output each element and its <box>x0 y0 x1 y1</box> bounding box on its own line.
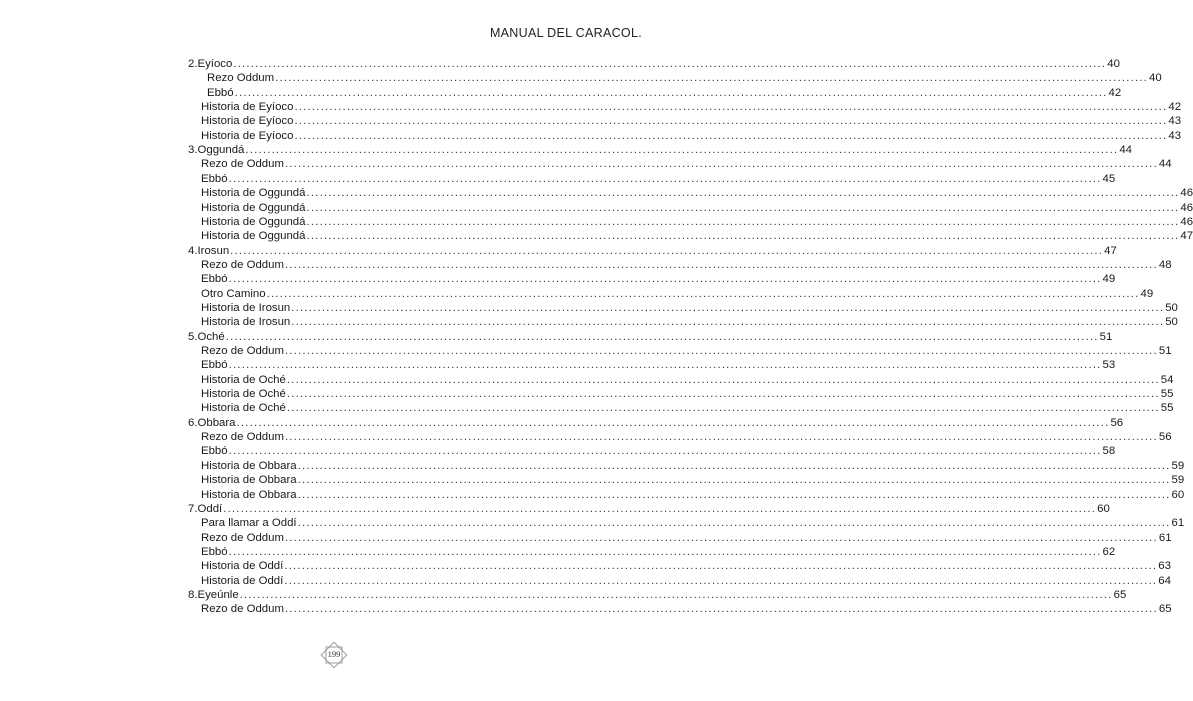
toc-entry-title: Oddí <box>197 502 223 515</box>
toc-entry-title: Rezo de Oddum <box>201 603 284 616</box>
toc-page-number: 60 <box>1097 502 1110 515</box>
toc-page-number: 65 <box>1113 588 1127 601</box>
toc-page-number: 40 <box>1149 72 1162 85</box>
toc-page-number: 40 <box>1107 58 1120 70</box>
dot-leader: ........................................................................................................................................................................................................ <box>228 445 1102 458</box>
toc-page-number: 43 <box>1168 115 1182 128</box>
toc-entry-title: Ebbó <box>207 86 234 99</box>
toc-chapter-row <box>188 502 1110 516</box>
toc-entry-title: Rezo de Oddum <box>201 531 284 544</box>
toc-page-number: 51 <box>1158 345 1172 357</box>
toc-entry-title: Ebbó <box>201 172 228 185</box>
toc-page-number: 50 <box>1165 301 1178 314</box>
page-footer <box>321 642 347 668</box>
toc-page-number: 63 <box>1158 560 1171 573</box>
toc-page-number: 44 <box>1158 158 1172 171</box>
dot-leader: ........................................................................................................................................................................................................ <box>297 488 1171 501</box>
dot-leader: ........................................................................................................................................................................................................ <box>286 402 1160 415</box>
toc-entry-row <box>201 258 1172 272</box>
toc-entry-row <box>201 358 1116 372</box>
toc-entry-title: Historia de Obbara <box>201 459 297 472</box>
toc-page-number: 54 <box>1160 373 1174 386</box>
toc-entry-title: Ebbó <box>201 273 228 286</box>
toc-entry-title: Oché <box>197 330 225 343</box>
toc-page-number: 44 <box>1119 144 1132 157</box>
toc-page-number: 48 <box>1158 258 1172 271</box>
toc-entry-title: Ebbó <box>201 359 228 372</box>
toc-page-number: 49 <box>1102 273 1116 286</box>
toc-entry-row <box>201 315 1178 329</box>
dot-leader: ........................................................................................................................................................................................................ <box>284 531 1158 544</box>
toc-entry-row <box>201 545 1116 559</box>
toc-chapter-number: 4. <box>188 244 198 257</box>
dot-leader: ........................................................................................................................................................................................................ <box>284 258 1158 271</box>
toc-entry-row <box>207 86 1122 100</box>
toc-entry-title: Rezo de Oddum <box>201 345 284 357</box>
toc-entry-title: Historia de Irosun <box>201 316 291 329</box>
toc-page-number: 46 <box>1180 187 1193 200</box>
toc-entry-title: Historia de Oddí <box>201 560 284 573</box>
toc-entry-title: Oggundá <box>197 144 245 157</box>
toc-entry-title: Historia de Oché <box>201 373 286 386</box>
toc-entry-row <box>201 287 1154 301</box>
toc-chapter-number: 3. <box>188 144 198 157</box>
toc-page-number: 58 <box>1102 445 1116 458</box>
dot-leader: ........................................................................................................................................................................................................ <box>228 172 1102 185</box>
toc-chapter-row <box>188 57 1120 71</box>
toc-page-number: 45 <box>1102 172 1116 185</box>
page-number: 199 <box>327 649 341 659</box>
toc-chapter-number: 8. <box>188 588 198 601</box>
toc-entry-row <box>201 129 1182 143</box>
toc-page-number: 59 <box>1171 474 1185 487</box>
dot-leader: ........................................................................................................................................................................................................ <box>294 101 1168 114</box>
toc-entry-title: Historia de Obbara <box>201 488 297 501</box>
toc-entry-title: Rezo Oddum <box>207 72 275 85</box>
toc-entry-title: Historia de Irosun <box>201 301 291 314</box>
toc-chapter-number: 7. <box>188 502 198 515</box>
toc-entry-row <box>201 488 1185 502</box>
toc-entry-title: Rezo de Oddum <box>201 158 284 171</box>
toc-page-number: 61 <box>1158 531 1172 544</box>
toc-page-number: 53 <box>1102 359 1116 372</box>
dot-leader: ........................................................................................................................................................................................................ <box>306 215 1180 228</box>
dot-leader: ........................................................................................................................................................................................................ <box>225 330 1099 343</box>
dot-leader: ........................................................................................................................................................................................................ <box>284 345 1158 357</box>
toc-page-number: 55 <box>1160 388 1174 401</box>
dot-leader: ........................................................................................................................................................................................................ <box>245 144 1119 157</box>
page-header: MANUAL DEL CARACOL. <box>489 26 642 40</box>
toc-chapter-number: 6. <box>188 416 198 429</box>
dot-leader: ........................................................................................................................................................................................................ <box>297 474 1171 487</box>
dot-leader: ........................................................................................................................................................................................................ <box>286 373 1160 386</box>
toc-entry-title: Historia de Oggundá <box>201 201 306 214</box>
toc-entry-row <box>201 186 1193 200</box>
toc-entry-title: Ebbó <box>201 445 228 458</box>
toc-entry-row <box>201 602 1172 616</box>
toc-entry-row <box>201 473 1185 487</box>
toc-entry-title: Historia de Oggundá <box>201 230 306 243</box>
toc-entry-row <box>201 215 1193 229</box>
toc-entry-title: Eyeúnle <box>197 588 239 601</box>
toc-page-number: 46 <box>1180 215 1193 228</box>
toc-entry-row <box>201 387 1174 401</box>
toc-chapter-number: 2. <box>188 58 198 70</box>
dot-leader: ........................................................................................................................................................................................................ <box>284 431 1158 444</box>
toc-page-number: 56 <box>1158 431 1172 444</box>
toc-page-number: 50 <box>1165 316 1178 329</box>
toc-page-number: 51 <box>1099 330 1113 343</box>
dot-leader: ........................................................................................................................................................................................................ <box>223 502 1097 515</box>
toc-entry-row <box>201 172 1116 186</box>
toc-chapter-row <box>188 330 1113 344</box>
toc-entry-row <box>201 114 1182 128</box>
toc-entry-title: Historia de Oddí <box>201 574 284 587</box>
toc-entry-row <box>201 430 1172 444</box>
toc-entry-row <box>207 71 1162 85</box>
dot-leader: ........................................................................................................................................................................................................ <box>228 545 1102 558</box>
toc-entry-title: Historia de Eyíoco <box>201 115 294 128</box>
toc-entry-row <box>201 444 1116 458</box>
toc-page-number: 62 <box>1102 545 1116 558</box>
dot-leader: ........................................................................................................................................................................................................ <box>275 72 1149 85</box>
toc-chapter-number: 5. <box>188 330 198 343</box>
toc-entry-title: Historia de Oché <box>201 388 286 401</box>
toc-page-number: 42 <box>1168 101 1182 114</box>
toc-entry-row <box>201 301 1178 315</box>
toc-entry-row <box>201 201 1193 215</box>
toc-chapter-row <box>188 143 1132 157</box>
dot-leader: ........................................................................................................................................................................................................ <box>297 459 1171 472</box>
toc-entry-title: Irosun <box>197 244 230 257</box>
toc-page-number: 64 <box>1158 574 1171 587</box>
dot-leader: ........................................................................................................................................................................................................ <box>230 244 1104 257</box>
toc-entry-row <box>201 229 1193 243</box>
toc-entry-row <box>201 401 1174 415</box>
toc-chapter-row <box>188 416 1124 430</box>
toc-chapter-row <box>188 588 1127 602</box>
toc-entry-row <box>201 344 1172 358</box>
toc-entry-row <box>201 459 1185 473</box>
toc-entry-row <box>201 574 1171 588</box>
dot-leader: ........................................................................................................................................................................................................ <box>294 115 1168 128</box>
dot-leader: ........................................................................................................................................................................................................ <box>297 517 1171 530</box>
dot-leader: ........................................................................................................................................................................................................ <box>236 416 1110 429</box>
dot-leader: ........................................................................................................................................................................................................ <box>284 560 1158 573</box>
toc-page-number: 65 <box>1158 603 1172 616</box>
toc-entry-title: Ebbó <box>201 545 228 558</box>
toc-page-number: 42 <box>1108 86 1122 99</box>
toc-page-number: 59 <box>1171 459 1185 472</box>
toc-entry-row <box>201 373 1174 387</box>
toc-page-number: 60 <box>1171 488 1185 501</box>
toc-entry-title: Historia de Eyíoco <box>201 129 294 142</box>
toc-page-number: 49 <box>1140 287 1154 300</box>
toc-entry-title: Historia de Eyíoco <box>201 101 294 114</box>
toc-entry-title: Historia de Oché <box>201 402 286 415</box>
toc-entry-row <box>201 272 1116 286</box>
toc-entry-title: Eyíoco <box>197 58 233 70</box>
toc-page-number: 47 <box>1104 244 1117 257</box>
toc-entry-row <box>201 100 1182 114</box>
toc-page-number: 46 <box>1180 201 1193 214</box>
toc-chapter-row <box>188 244 1117 258</box>
dot-leader: ........................................................................................................................................................................................................ <box>233 58 1107 70</box>
toc-entry-title: Historia de Oggundá <box>201 187 306 200</box>
toc-page-number: 55 <box>1160 402 1174 415</box>
toc-entry-title: Historia de Obbara <box>201 474 297 487</box>
toc-entry-title: Historia de Oggundá <box>201 215 306 228</box>
toc-page-number: 56 <box>1110 416 1124 429</box>
toc-entry-title: Rezo de Oddum <box>201 431 284 444</box>
dot-leader: ........................................................................................................................................................................................................ <box>284 603 1158 616</box>
dot-leader: ........................................................................................................................................................................................................ <box>234 86 1108 99</box>
dot-leader: ........................................................................................................................................................................................................ <box>294 129 1168 142</box>
dot-leader: ........................................................................................................................................................................................................ <box>286 388 1160 401</box>
toc-entry-row <box>201 516 1185 530</box>
dot-leader: ........................................................................................................................................................................................................ <box>284 158 1158 171</box>
dot-leader: ........................................................................................................................................................................................................ <box>266 287 1140 300</box>
dot-leader: ........................................................................................................................................................................................................ <box>306 230 1180 243</box>
toc-page-number: 43 <box>1168 129 1182 142</box>
toc-entry-title: Rezo de Oddum <box>201 258 284 271</box>
dot-leader: ........................................................................................................................................................................................................ <box>306 187 1180 200</box>
dot-leader: ........................................................................................................................................................................................................ <box>291 316 1165 329</box>
dot-leader: ........................................................................................................................................................................................................ <box>228 359 1102 372</box>
toc-page-number: 47 <box>1180 230 1193 243</box>
dot-leader: ........................................................................................................................................................................................................ <box>284 574 1158 587</box>
dot-leader: ........................................................................................................................................................................................................ <box>239 588 1113 601</box>
toc-entry-title: Obbara <box>197 416 236 429</box>
toc-entry-row <box>201 559 1171 573</box>
dot-leader: ........................................................................................................................................................................................................ <box>306 201 1180 214</box>
toc-page-number: 61 <box>1171 517 1185 530</box>
toc-entry-title: Otro Camino <box>201 287 266 300</box>
toc-entry-title: Para llamar a Oddí <box>201 517 297 530</box>
dot-leader: ........................................................................................................................................................................................................ <box>291 301 1165 314</box>
toc-entry-row <box>201 157 1172 171</box>
toc-entry-row <box>201 531 1172 545</box>
dot-leader: ........................................................................................................................................................................................................ <box>228 273 1102 286</box>
